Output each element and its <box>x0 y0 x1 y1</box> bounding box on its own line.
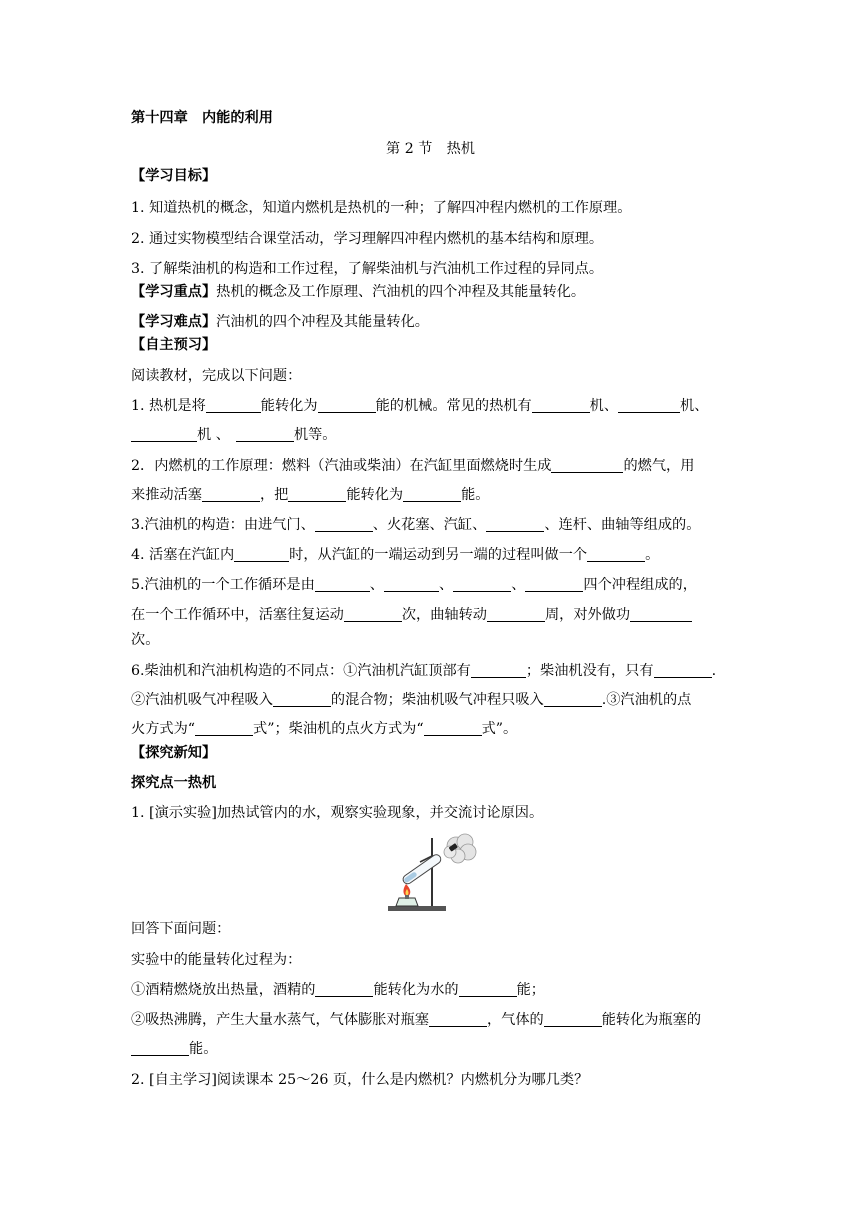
q6-text-i: 式”。 <box>481 721 518 737</box>
answer-blank[interactable] <box>202 487 260 502</box>
q1-text-b: 能转化为 <box>260 398 318 414</box>
answer-blank[interactable] <box>273 692 331 707</box>
energy-step-1 <box>131 980 545 1000</box>
energy-step-2-line1 <box>131 1010 701 1030</box>
q6-text-c: . <box>711 663 717 679</box>
answer-blank[interactable] <box>206 398 261 413</box>
answer-blank[interactable] <box>131 1041 189 1056</box>
q1-text-d: 机、 <box>589 398 619 414</box>
q6-text-d: ②汽油机吸气冲程吸入 <box>131 692 273 708</box>
q2-text-f: 能。 <box>461 487 490 503</box>
answer-intro: 回答下面问题： <box>131 921 231 937</box>
chapter-title: 第十四章 内能的利用 <box>131 110 273 126</box>
key-point <box>131 282 585 302</box>
q6-text-h: 式”；柴油机的点火方式为“ <box>253 721 424 737</box>
difficulty-text: 汽油机的四个冲程及其能量转化。 <box>216 314 429 330</box>
energy-step-2-line2 <box>131 1039 217 1059</box>
preview-q5-line2 <box>131 605 692 625</box>
answer-blank[interactable] <box>403 487 461 502</box>
q2-text-b: 的燃气，用 <box>623 458 695 474</box>
test-tube-icon <box>401 853 442 886</box>
s2-text-d: 能。 <box>189 1041 218 1057</box>
q5-text-h: 周，对外做功 <box>544 607 631 623</box>
answer-blank[interactable] <box>195 721 253 736</box>
q5-text-f: 在一个工作循环中，活塞往复运动 <box>131 607 344 623</box>
preview-q2-line2 <box>131 485 490 505</box>
preview-q5-line1 <box>131 575 697 595</box>
preview-q4 <box>131 545 659 565</box>
answer-blank[interactable] <box>544 1012 602 1027</box>
answer-blank[interactable] <box>471 663 526 678</box>
difficulty <box>131 312 429 332</box>
preview-q5-line3: 次。 <box>131 632 160 648</box>
q6-text-e: 的混合物；柴油机吸气冲程只吸入 <box>330 692 544 708</box>
explore-point-1: 探究点一热机 <box>131 775 217 791</box>
q4-text-b: 时，从汽缸的一端运动到另一端的过程叫做一个 <box>289 547 588 563</box>
q6-text-f: .③汽油机的点 <box>601 692 692 708</box>
q4-text-a: 4. 活塞在汽缸内 <box>131 547 235 563</box>
answer-blank[interactable] <box>487 607 545 622</box>
stand-base-icon <box>388 906 446 911</box>
q1-text-f: 机 、 <box>197 427 230 443</box>
preview-q6-line1 <box>131 661 716 681</box>
answer-blank[interactable] <box>630 607 692 622</box>
energy-process-label: 实验中的能量转化过程为： <box>131 952 302 968</box>
answer-blank[interactable] <box>486 517 544 532</box>
q5-text-e: 四个冲程组成的， <box>583 577 697 593</box>
answer-blank[interactable] <box>429 1012 487 1027</box>
s1-text-b: 能转化为水的 <box>373 982 459 998</box>
alcohol-lamp-icon <box>396 898 418 906</box>
steam-cloud-icon <box>444 834 476 863</box>
s1-text-c: 能； <box>516 982 545 998</box>
preview-q1-line2 <box>131 425 336 445</box>
q6-text-a: 6.柴油机和汽油机构造的不同点：①汽油机汽缸顶部有 <box>131 663 471 679</box>
answer-blank[interactable] <box>459 982 517 997</box>
q5-text-b: 、 <box>369 577 384 593</box>
answer-blank[interactable] <box>453 577 511 592</box>
q5-text-g: 次，曲轴转动 <box>401 607 487 623</box>
q5-text-c: 、 <box>439 577 454 593</box>
s2-text-c: 能转化为瓶塞的 <box>601 1012 702 1028</box>
q3-text-a: 3.汽油机的构造：由进气门、 <box>131 517 315 533</box>
q2-text-e: 能转化为 <box>346 487 404 503</box>
goal-item-2: 2. 通过实物模型结合课堂活动，学习理解四冲程内燃机的基本结构和原理。 <box>131 231 604 247</box>
answer-blank[interactable] <box>544 692 602 707</box>
q1-text-g: 机等。 <box>293 427 337 443</box>
preview-q6-line3 <box>131 719 517 739</box>
answer-blank[interactable] <box>532 398 590 413</box>
q5-text-d: 、 <box>511 577 526 593</box>
goals-heading: 【学习目标】 <box>131 168 217 184</box>
difficulty-label: 【学习难点】 <box>131 314 217 330</box>
heating-test-tube-experiment-icon <box>380 832 480 914</box>
preview-heading: 【自主预习】 <box>131 337 217 353</box>
answer-blank[interactable] <box>587 547 645 562</box>
section-title: 第 2 节 热机 <box>386 141 475 157</box>
answer-blank[interactable] <box>318 398 376 413</box>
preview-q3 <box>131 515 700 535</box>
q6-text-g: 火方式为“ <box>131 721 196 737</box>
q3-text-b: 、火花塞、汽缸、 <box>372 517 487 533</box>
answer-blank[interactable] <box>315 517 373 532</box>
answer-blank[interactable] <box>234 547 289 562</box>
explore-item-2: 2. [自主学习]阅读课本 25～26 页，什么是内燃机？内燃机分为哪几类？ <box>131 1072 589 1088</box>
q2-text-a: 2．内燃机的工作原理：燃料（汽油或柴油）在汽缸里面燃烧时生成 <box>131 458 552 474</box>
answer-blank[interactable] <box>236 427 294 442</box>
answer-blank[interactable] <box>315 577 370 592</box>
q2-text-c: 来推动活塞 <box>131 487 202 503</box>
q6-text-b: ；柴油机没有，只有 <box>525 663 654 679</box>
preview-q6-line2 <box>131 690 691 710</box>
key-point-text: 热机的概念及工作原理、汽油机的四个冲程及其能量转化。 <box>216 284 586 300</box>
s2-text-b: ，气体的 <box>486 1012 544 1028</box>
answer-blank[interactable] <box>384 577 439 592</box>
answer-blank[interactable] <box>315 982 373 997</box>
q2-text-d: ，把 <box>259 487 289 503</box>
preview-q1-line1 <box>131 396 708 416</box>
answer-blank[interactable] <box>424 721 482 736</box>
preview-q2-line1 <box>131 456 694 476</box>
answer-blank[interactable] <box>131 427 197 442</box>
q5-text-a: 5.汽油机的一个工作循环是由 <box>131 577 315 593</box>
answer-blank[interactable] <box>551 458 623 473</box>
q1-text-e: 机、 <box>680 398 709 414</box>
answer-blank[interactable] <box>525 577 583 592</box>
q3-text-c: 、连杆、曲轴等组成的。 <box>544 517 701 533</box>
answer-blank[interactable] <box>344 607 402 622</box>
s1-text-a: ①酒精燃烧放出热量，酒精的 <box>131 982 316 998</box>
q4-text-c: 。 <box>645 547 660 563</box>
goal-item-3: 3. 了解柴油机的构造和工作过程，了解柴油机与汽油机工作过程的异同点。 <box>131 261 604 277</box>
preview-intro: 阅读教材，完成以下问题： <box>131 368 302 384</box>
explore-heading: 【探究新知】 <box>131 745 217 761</box>
answer-blank[interactable] <box>618 398 680 413</box>
answer-blank[interactable] <box>654 663 712 678</box>
answer-blank[interactable] <box>288 487 346 502</box>
goal-item-1: 1. 知道热机的概念，知道内燃机是热机的一种；了解四冲程内燃机的工作原理。 <box>131 200 632 216</box>
explore-item-1: 1. [演示实验]加热试管内的水，观察实验现象，并交流讨论原因。 <box>131 805 544 821</box>
q1-text-a: 1. 热机是将 <box>131 398 206 414</box>
key-point-label: 【学习重点】 <box>131 284 217 300</box>
q1-text-c: 能的机械。常见的热机有 <box>375 398 532 414</box>
s2-text-a: ②吸热沸腾，产生大量水蒸气，气体膨胀对瓶塞 <box>131 1012 429 1028</box>
